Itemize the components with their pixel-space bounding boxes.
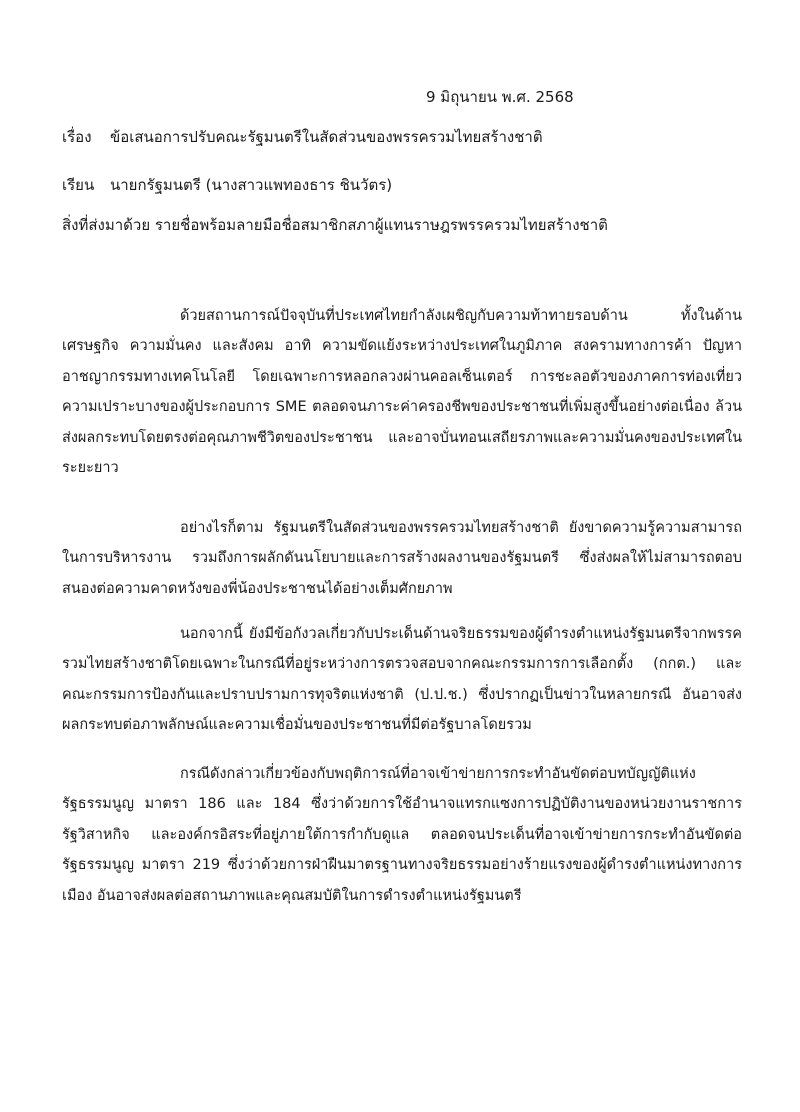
recipient-label: เรียน bbox=[62, 176, 95, 194]
recipient-text: นายกรัฐมนตรี (นางสาวแพทองธาร ชินวัตร) bbox=[110, 176, 393, 194]
subject-text: ข้อเสนอการปรับคณะรัฐมนตรีในสัดส่วนของพรรครวมไทยสร้างชาติ bbox=[110, 128, 543, 146]
body-paragraph-2: อย่างไรก็ตาม รัฐมนตรีในสัดส่วนของพรรครวมไทยสร้างชาติ ยังขาดความรู้ความสามารถในการบริหารงาน รวมถึงการผลักดันนโยบายและการสร้างผลงานของรัฐมนตรี ซึ่งส่งผลให้ไม่สามารถตอบสนองต่อความคาดหวังของพี่น้องประชาชนได้อย่างเต็มศักยภาพ bbox=[62, 519, 742, 597]
body-paragraph-3: นอกจากนี้ ยังมีข้อกังวลเกี่ยวกับประเด็นด้านจริยธรรมของผู้ดำรงตำแหน่งรัฐมนตรีจากพรรครวมไทยสร้างชาติโดยเฉพาะในกรณีที่อยู่ระหว่างการตรวจสอบจากคณะกรรมการการเลือกตั้ง (กกต.) และคณะกรรมการป้องกันและปราบปรามการทุจริตแห่งชาติ (ป.ป.ช.) ซึ่งปรากฏเป็นข่าวในหลายกรณี อันอาจส่งผลกระทบต่อภาพลักษณ์และความเชื่อมั่นของประชาชนที่มีต่อรัฐบาลโดยรวม bbox=[62, 625, 742, 733]
subject-line bbox=[62, 126, 543, 148]
letter-date: 9 มิถุนายน พ.ศ. 2568 bbox=[426, 88, 574, 106]
enclosure-line: สิ่งที่ส่งมาด้วย รายชื่อพร้อมลายมือชื่อสมาชิกสภาผู้แทนราษฎรพรรครวมไทยสร้างชาติ bbox=[62, 216, 608, 234]
body-paragraph-4: กรณีดังกล่าวเกี่ยวข้องกับพฤติการณ์ที่อาจเข้าข่ายการกระทำอันขัดต่อบทบัญญัติแห่งรัฐธรรมนูญ มาตรา 186 และ 184 ซึ่งว่าด้วยการใช้อำนาจแทรกแซงการปฏิบัติงานของหน่วยงานราชการ รัฐวิสาหกิจ และองค์กรอิสระที่อยู่ภายใต้การกำกับดูแล ตลอดจนประเด็นที่อาจเข้าข่ายการกระทำอันขัดต่อรัฐธรรมนูญ มาตรา 219 ซึ่งว่าด้วยการฝ่าฝืนมาตรฐานทางจริยธรรมอย่างร้ายแรงของผู้ดำรงตำแหน่งทางการเมือง อันอาจส่งผลต่อสถานภาพและคุณสมบัติในการดำรงตำแหน่งรัฐมนตรี bbox=[62, 765, 742, 904]
body-paragraph-1: ด้วยสถานการณ์ปัจจุบันที่ประเทศไทยกำลังเผชิญกับความท้าทายรอบด้าน ทั้งในด้านเศรษฐกิจ ความมั่นคง และสังคม อาทิ ความขัดแย้งระหว่างประเทศในภูมิภาค สงครามทางการค้า ปัญหาอาชญากรรมทางเทคโนโลยี โดยเฉพาะการหลอกลวงผ่านคอลเซ็นเตอร์ การชะลอตัวของภาคการท่องเที่ยว ความเปราะบางของผู้ประกอบการ SME ตลอดจนภาระค่าครองชีพของประชาชนที่เพิ่มสูงขึ้นอย่างต่อเนื่อง ล้วนส่งผลกระทบโดยตรงต่อคุณภาพชีวิตของประชาชน และอาจบั่นทอนเสถียรภาพและความมั่นคงของประเทศในระยะยาว bbox=[62, 307, 742, 476]
recipient-line bbox=[62, 174, 392, 196]
subject-label: เรื่อง bbox=[62, 128, 92, 146]
